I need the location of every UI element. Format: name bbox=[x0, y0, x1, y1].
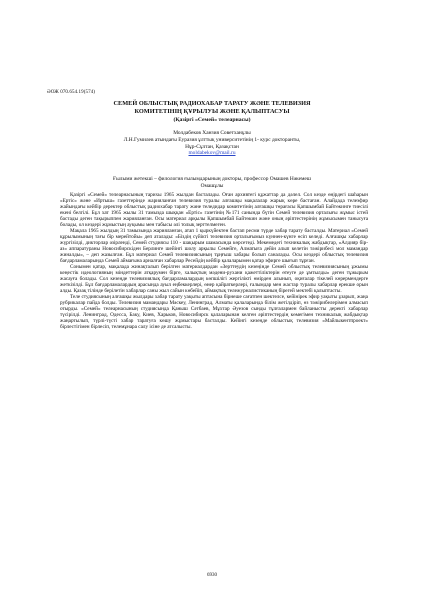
supervisor-line-1: Ғылыми жетекші – филология ғылымдарының докторы, профессор Омашев Нәкемеш bbox=[113, 176, 311, 182]
title-line-2: КОМИТЕТІНІҢ ҚҰРЫЛУЫ ЖӘНЕ ҚАЛЫПТАСУЫ bbox=[134, 108, 290, 115]
supervisor-line-2: Омашұлы bbox=[200, 182, 224, 189]
body-paragraph: Мақала 1965 жылдың 31 тамызында жарияланған, атап 1 қыркүйектен бастап ресми түрде хабар тарату басталды. Материал «Семей құрылымының тағы бір мерейтойы» деп аталады: «Біздің сүйікті телевизия орталығымыз күннен-күнге өсіп келеді. Алғашқы хабарлар жүргізілді, дикторлар әзірленді, Семей студиясы 110 - шақырым шамасында көрсетеді. Мекемедегі техникалық жабдықтар, «Алдияр бір-аз» аппаратураны Новосибирскіден Берлинге шейінгі шолу арқылы Семейге, Алматыға дейін алып келетін тәжірибесі мол мамандар жиналды», – деп жазылған. Бұл материал Семей телевизиясының тұңғыш хабары болып саналады. Осы кездері облыстық телевизия бағдарламаларында Семей аймағына арналған хабарлар Ресейдің кейбір қалаларымен қатар эфирге шығып тұрған. bbox=[60, 228, 368, 264]
title-subtitle: (Қазіргі «Семей» телеарнасы) bbox=[173, 117, 251, 123]
author-block bbox=[47, 130, 377, 157]
body-paragraph: Қазіргі «Семей» телеарнасының тарихы 1965 жылдан басталады. Оған архивтегі құжаттар да дәлел. Сол кезде өңірдегі шаһарын «Ертіс» және «Иртыш» газеттерінде жарияланған телевизия туралы алғашқы мақалалар жарық көре бастаған. Алайдада телеэфир жайындағы кейбір деректер облыстық радиохабар тарату және теледидар комитетінің алғашқы төрағасы Қапшымбай Байтөкинге тиесілі екені белгілі. Бұл хат 1965 жылы 31 тамызда шыққан «Ертіс» газетінің №171 санында бүтін Семей телевизия орталығы жұмыс істей бастады деген тақырыппен жарияланған. Осы материал арқылы Қапшымбай Байтөкин және оның әріптестерінің жұмысымен танысуға болады, ол кездері жұмыстың ауқымы мен табысы әлі толық зерттелмеген. bbox=[60, 192, 368, 228]
supervisor-block bbox=[47, 176, 377, 190]
title-line-1: СЕМЕЙ ОБЛЫСТЫҚ РАДИОХАБАР ТАРАТУ ЖӘНЕ ТЕЛЕВИЗИЯ bbox=[113, 100, 311, 107]
article-body bbox=[60, 193, 368, 331]
page-number: 6930 bbox=[207, 573, 217, 578]
author-email-link[interactable]: moldabekov@mail.ru bbox=[188, 150, 236, 157]
author-name: Молдабеков Ханзия Советханұлы bbox=[173, 130, 251, 136]
udc-code: ӘОЖ 070.654.19(574) bbox=[47, 90, 96, 95]
body-paragraph: Сонымен қатар, мақалада жинақталып берілген материалдардан «Зерттеудің кезеңінде Семей облыстық телевизиясының ұжымы кеңестік идеологияның міндеттерін атқарумен бірге, халықтың мәдени-рухани қажеттіліктерін өтеуге де ұмтылды» деген тұжырым жасауға болады. Сол кезеңде телевизиялық бағдарламалардың көпшілігі жергілікті өмірден алынып, оқиғалар тікелей көрермендерге жеткізілді. Бұл бағдарламалардың арасында ауыл еңбеккерлері, өнер қайраткерлері, ғалымдар мен жастар туралы хабарлар ерекше орын алды. Қазақ тілінде берілетін хабарлар саны жыл сайын көбейіп, аймақтық тележурналистиканың бірегей мектебі қалыптасты. bbox=[60, 264, 368, 294]
author-affiliation-1: Л.Н.Гумилев атындағы Еуразия ұлттық университетінің 1- курс докторанты, bbox=[123, 136, 301, 143]
author-affiliation-2: Нұр-Сұлтан, Қазақстан bbox=[185, 143, 239, 150]
body-paragraph: Теле студиясының алғашқы жылдары хабар тарату уақыты аптасына бірнеше сағатпен шектелсе, кейінірек эфир уақыты ұзарып, жаңа рубрикалар пайда болды. Телевизия мамандары Мәскеу, Ленинград, Алматы қалаларында білім жетілдіріп, өз тәжірибелерімен алмасып отырды. «Семей» телеарнасының студиясында Қаныш Сәтбаев, Мұхтар Әуезов сынды тұлғалармен байланысты деректі хабарлар түсірілді. Ленинград, Одесса, Баку, Киев, Харьков, Новосибирск қалаларынан келген әріптестердің көмегімен техникалық жабдықтар жаңартылып, түрлі-түсті хабар таратуға көшу жұмыстары басталды. Кейінгі кезеңде облыстық телевизия «Майлыкентпроект» бірлестігімен бірлесіп, телемұнара салу ісіне де атсалысты. bbox=[60, 294, 368, 330]
article-title bbox=[47, 100, 377, 124]
